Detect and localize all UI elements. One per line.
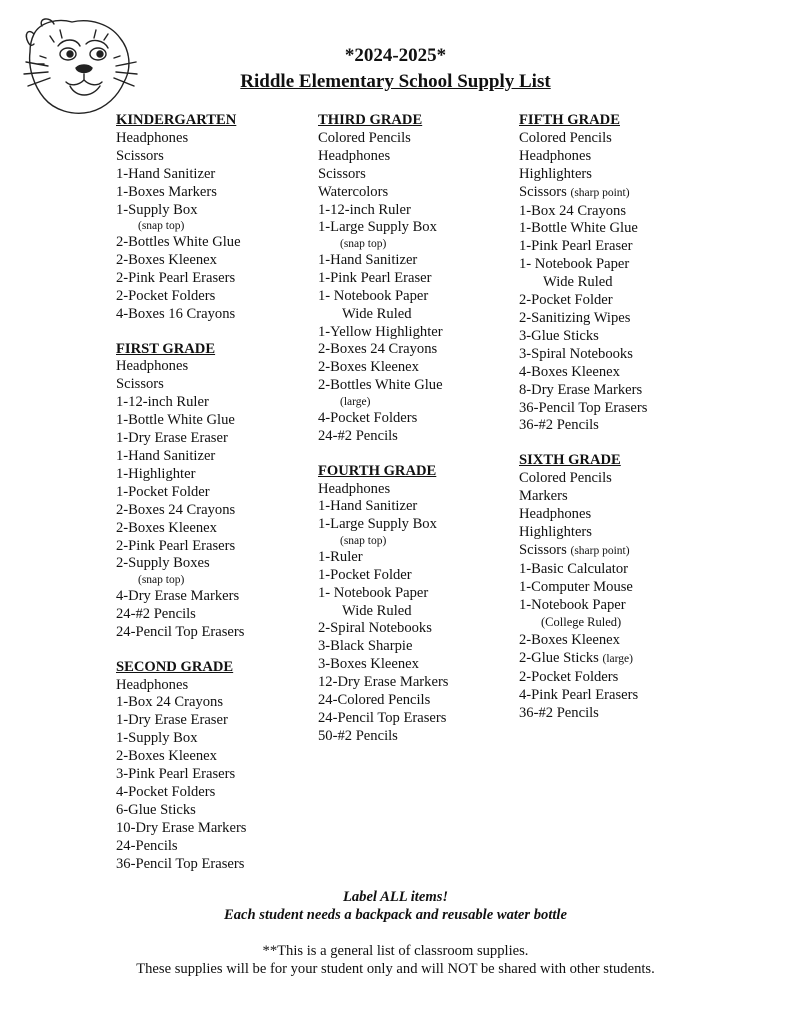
item-text: 2-Glue Sticks [519, 649, 599, 666]
list-item: Scissors [318, 165, 366, 182]
list-item: 24-Pencils [116, 837, 178, 854]
list-item: 2-Spiral Notebooks [318, 620, 432, 637]
list-item: Headphones [519, 506, 592, 523]
item-note: (snap top) [138, 220, 185, 233]
list-item: Headphones [519, 147, 592, 164]
list-item: 1- Notebook Paper [318, 584, 429, 601]
list-item: 1-Computer Mouse [519, 578, 633, 595]
list-item: 2-Boxes Kleenex [519, 631, 620, 648]
list-item: 2-Supply Boxes [116, 555, 210, 572]
fifth-grade-heading: FIFTH GRADE [519, 112, 620, 128]
list-item: 1-Hand Sanitizer [116, 165, 216, 182]
list-item: Highlighters [519, 165, 592, 182]
item-note: (snap top) [340, 238, 387, 251]
list-item: 2-Pink Pearl Erasers [116, 269, 236, 286]
item-note: (large) [602, 652, 633, 665]
list-item: 3-Boxes Kleenex [318, 656, 419, 673]
list-item: 2-Bottles White Glue [318, 377, 443, 394]
list-item: 1-Pocket Folder [318, 566, 412, 583]
list-item: 1-Box 24 Crayons [116, 694, 224, 711]
list-item: 4-Pocket Folders [318, 409, 418, 426]
list-item: 4-Boxes Kleenex [519, 363, 620, 380]
list-item: Scissors [116, 376, 164, 393]
list-item: 1-Large Supply Box [318, 516, 437, 533]
list-item [519, 650, 719, 669]
list-item: Colored Pencils [318, 129, 411, 146]
list-item: 2-Boxes 24 Crayons [116, 501, 236, 518]
list-item: 3-Spiral Notebooks [519, 345, 633, 362]
list-item: 2-Boxes 24 Crayons [318, 341, 438, 358]
list-item: 1-Hand Sanitizer [116, 448, 216, 464]
item-note: (sharp point) [570, 186, 630, 199]
list-item: 2-Pocket Folders [116, 287, 216, 304]
list-item: 24-Colored Pencils [318, 692, 431, 709]
list-item: 2-Sanitizing Wipes [519, 309, 631, 326]
list-item: 1-12-inch Ruler [318, 201, 411, 218]
list-item: Watercolors [318, 183, 389, 200]
item-note: (large) [340, 396, 371, 409]
school-year-heading: *2024-2025* [344, 45, 447, 66]
list-item: 1-Supply Box [116, 201, 198, 218]
list-item: 36-#2 Pencils [519, 417, 599, 434]
list-item: Headphones [318, 480, 391, 497]
list-item: 4-Pink Pearl Erasers [519, 686, 639, 703]
item-note: (sharp point) [570, 544, 630, 557]
list-item: 2-Pocket Folder [519, 292, 613, 309]
first-grade-heading: FIRST GRADE [116, 340, 216, 357]
list-item: 1-Dry Erase Eraser [116, 712, 228, 729]
list-item [519, 184, 719, 203]
list-item: 1-Boxes Markers [116, 183, 217, 200]
list-item: Headphones [116, 358, 189, 375]
third-grade-section [318, 112, 513, 446]
list-item: 1-Pink Pearl Eraser [519, 238, 633, 255]
list-item: 1-Yellow Highlighter [318, 323, 443, 340]
list-item: Highlighters [519, 523, 592, 540]
item-subline: Wide Ruled [342, 305, 412, 322]
label-items-note: Label ALL items! [342, 889, 449, 905]
fourth-grade-heading: FOURTH GRADE [318, 462, 437, 479]
list-item: 1-Hand Sanitizer [318, 498, 418, 515]
first-grade-section [116, 341, 306, 642]
list-item: 1-Large Supply Box [318, 219, 437, 236]
list-item: 2-Boxes Kleenex [116, 251, 217, 268]
list-item: 4-Pocket Folders [116, 784, 216, 800]
list-item: Scissors [116, 147, 164, 164]
column-middle [318, 112, 513, 746]
list-item: 1- Notebook Paper [519, 256, 630, 273]
list-item: 24-Pencil Top Erasers [318, 709, 447, 726]
item-text: Scissors [519, 183, 567, 200]
list-item: 2-Boxes Kleenex [116, 519, 217, 536]
item-subline: Wide Ruled [342, 602, 412, 619]
column-right [519, 112, 719, 723]
list-item: 1-Ruler [318, 548, 363, 565]
list-item: Markers [519, 488, 568, 505]
list-item: 1-Dry Erase Eraser [116, 430, 228, 447]
list-item: 1-Bottle White Glue [116, 412, 235, 429]
list-item: 3-Pink Pearl Erasers [116, 766, 236, 783]
sixth-grade-heading: SIXTH GRADE [519, 452, 621, 469]
list-item: 6-Glue Sticks [116, 801, 196, 818]
list-item: 1-Pink Pearl Eraser [318, 269, 432, 286]
item-text: Scissors [519, 541, 567, 558]
list-item: 1-12-inch Ruler [116, 394, 209, 411]
item-note: (snap top) [340, 535, 387, 548]
list-item: 36-#2 Pencils [519, 704, 599, 721]
list-item: 4-Dry Erase Markers [116, 587, 240, 604]
list-item: 2-Pink Pearl Erasers [116, 537, 236, 554]
column-left [116, 112, 306, 874]
list-item: Headphones [116, 676, 189, 693]
second-grade-section [116, 659, 306, 874]
list-item: 4-Boxes 16 Crayons [116, 305, 236, 322]
list-item: 24-Pencil Top Erasers [116, 623, 245, 640]
list-item: 8-Dry Erase Markers [519, 381, 643, 398]
list-item: 1-Hand Sanitizer [318, 251, 418, 268]
list-item: 24-#2 Pencils [318, 427, 398, 444]
list-item: 50-#2 Pencils [318, 727, 398, 744]
second-grade-heading: SECOND GRADE [116, 658, 234, 675]
list-item: 1-Box 24 Crayons [519, 202, 627, 219]
list-item: Headphones [116, 129, 189, 146]
item-note: (College Ruled) [541, 615, 622, 630]
kindergarten-section [116, 112, 306, 324]
list-item: 2-Boxes Kleenex [318, 359, 419, 376]
list-item: Colored Pencils [519, 470, 612, 487]
list-item: 2-Boxes Kleenex [116, 748, 217, 765]
list-item: Headphones [318, 147, 391, 164]
sixth-grade-section [519, 452, 719, 722]
list-item: 1-Pocket Folder [116, 483, 210, 500]
fourth-grade-section [318, 463, 513, 746]
list-item: Colored Pencils [519, 129, 612, 146]
list-item: 1-Bottle White Glue [519, 220, 638, 237]
list-item: 10-Dry Erase Markers [116, 819, 247, 836]
list-item: 12-Dry Erase Markers [318, 674, 449, 691]
list-item: 1-Supply Box [116, 730, 198, 747]
list-item: 3-Glue Sticks [519, 327, 599, 344]
list-item: 36-Pencil Top Erasers [519, 399, 648, 416]
list-item: 1- Notebook Paper [318, 287, 429, 304]
general-list-note: **This is a general list of classroom supplies. [262, 943, 529, 959]
third-grade-heading: THIRD GRADE [318, 112, 423, 128]
list-item [519, 542, 719, 561]
list-item: 1-Highlighter [116, 465, 196, 482]
list-item: 2-Pocket Folders [519, 668, 619, 685]
list-item: 1-Notebook Paper [519, 596, 626, 613]
not-shared-note: These supplies will be for your student only and will NOT be shared with other students. [136, 961, 655, 977]
item-subline: Wide Ruled [543, 274, 613, 291]
backpack-note: Each student needs a backpack and reusable water bottle [224, 907, 567, 923]
item-note: (snap top) [138, 574, 185, 587]
fifth-grade-section [519, 112, 719, 435]
list-item: 1-Basic Calculator [519, 560, 629, 577]
kindergarten-heading: KINDERGARTEN [116, 112, 237, 128]
list-item: 36-Pencil Top Erasers [116, 855, 245, 872]
list-item: 24-#2 Pencils [116, 605, 196, 622]
list-item: 3-Black Sharpie [318, 638, 413, 655]
list-item: 2-Bottles White Glue [116, 234, 241, 251]
supply-list-title: Riddle Elementary School Supply List [240, 71, 551, 92]
